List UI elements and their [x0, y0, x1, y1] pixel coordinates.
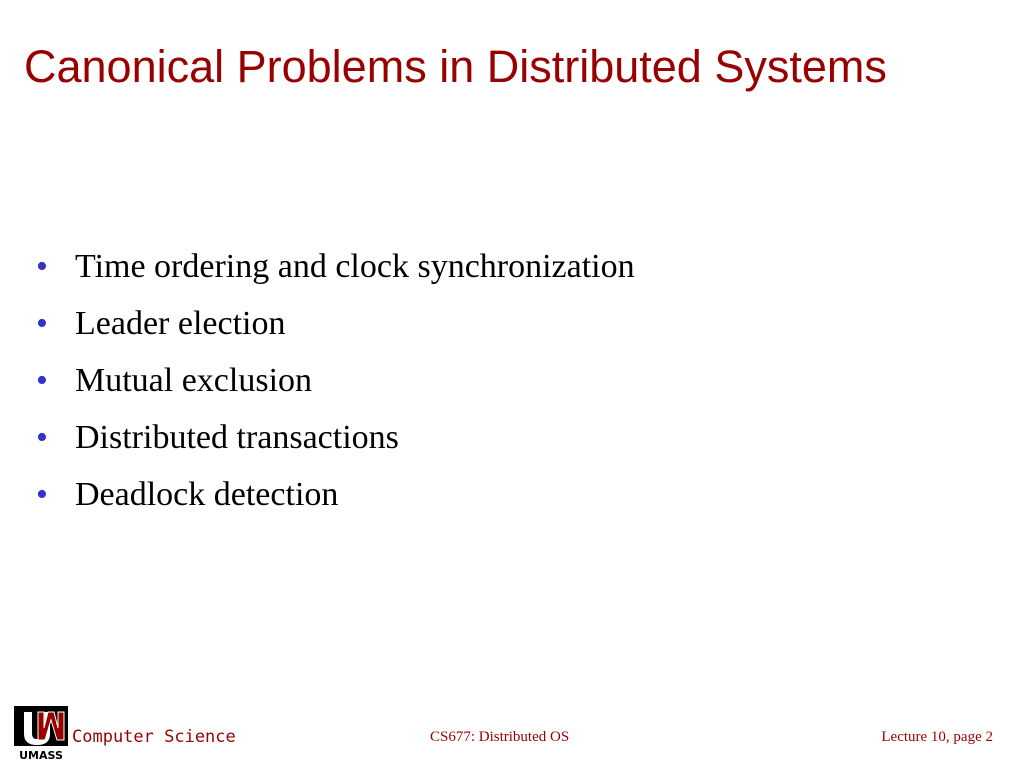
bullet-text: Time ordering and clock synchronization [75, 248, 635, 285]
logo-wordmark: UMASS [19, 749, 63, 762]
bullet-icon: • [36, 419, 48, 456]
footer-page-number: Lecture 10, page 2 [881, 729, 993, 745]
bullet-list [36, 243, 635, 528]
bullet-text: Leader election [75, 305, 286, 342]
footer-department: Computer Science [72, 727, 236, 747]
bullet-text: Deadlock detection [75, 476, 339, 513]
bullet-item [36, 357, 635, 414]
umass-logo [14, 706, 68, 762]
bullet-text: Distributed transactions [75, 419, 399, 456]
bullet-icon: • [36, 248, 48, 285]
bullet-item [36, 414, 635, 471]
footer-course: CS677: Distributed OS [430, 729, 570, 745]
bullet-icon: • [36, 362, 48, 399]
bullet-icon: • [36, 476, 48, 513]
bullet-item [36, 243, 635, 300]
bullet-icon: • [36, 305, 48, 342]
bullet-item [36, 300, 635, 357]
slide-title: Canonical Problems in Distributed Systems [24, 41, 887, 92]
bullet-text: Mutual exclusion [75, 362, 313, 399]
bullet-item [36, 471, 635, 528]
